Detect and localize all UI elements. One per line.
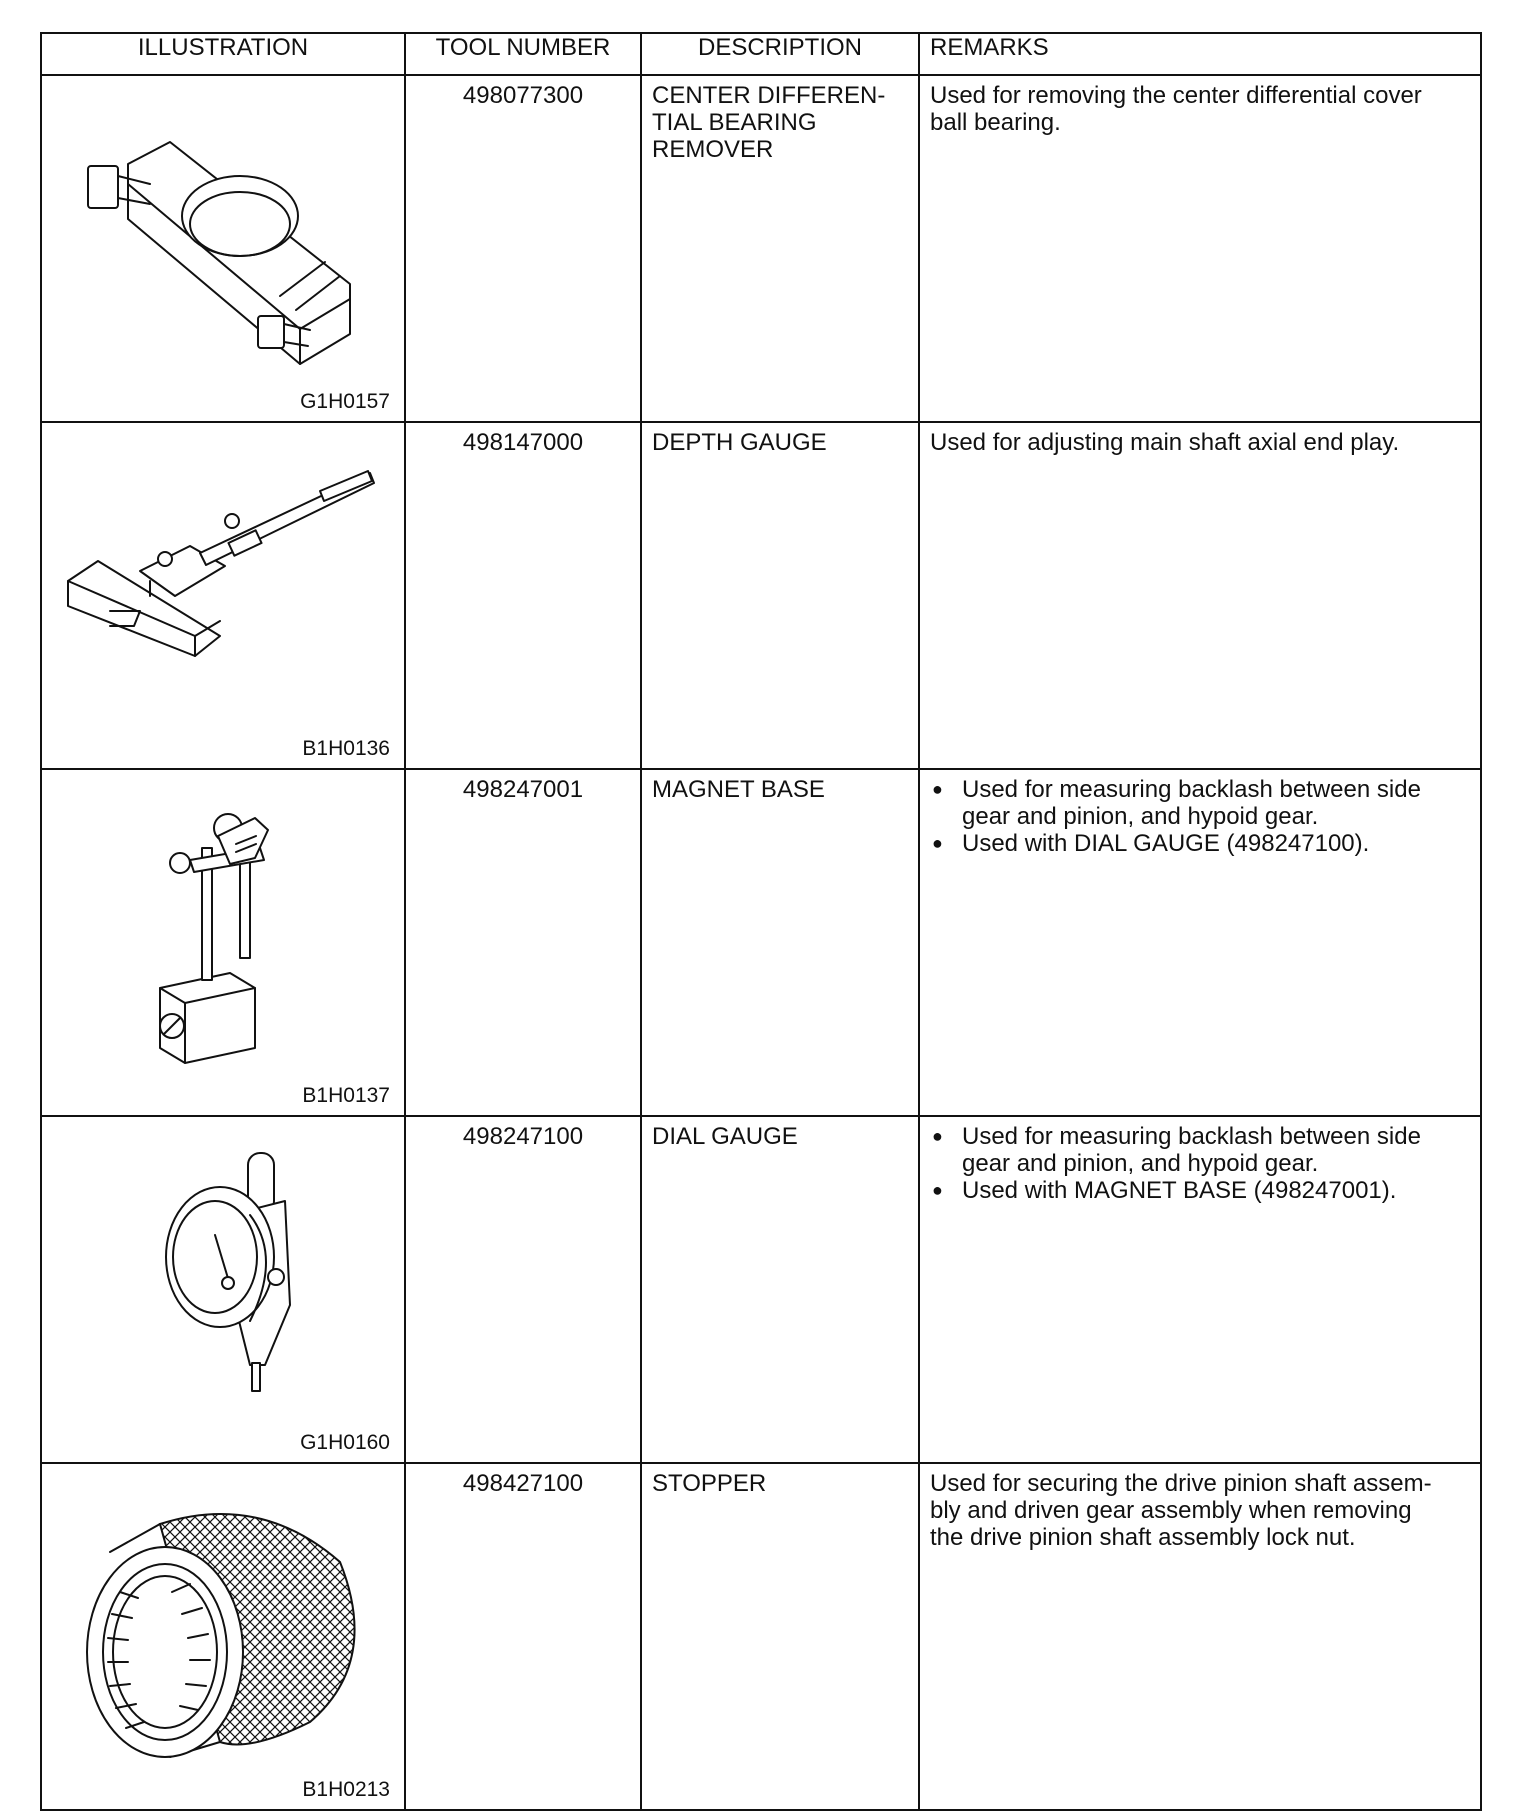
tool-number-cell: 498147000 [405, 422, 641, 769]
dial-gauge-illustration [50, 1125, 390, 1415]
illustration-cell [41, 75, 405, 422]
remarks-bullet: ● Used for measuring backlash between side gear and pinion, and hypoid gear. [930, 776, 1470, 830]
remarks-cell [919, 769, 1481, 1116]
table-row [41, 1463, 1481, 1810]
remarks-cell [919, 1116, 1481, 1463]
table-row [41, 769, 1481, 1116]
table-row [41, 75, 1481, 422]
tool-number-cell: 498427100 [405, 1463, 641, 1810]
description-cell: STOPPER [641, 1463, 919, 1810]
description-cell: DEPTH GAUGE [641, 422, 919, 769]
description-cell: DIAL GAUGE [641, 1116, 919, 1463]
table-header-row [41, 33, 1481, 75]
header-description: DESCRIPTION [641, 33, 919, 75]
header-remarks: REMARKS [919, 33, 1481, 75]
table-row [41, 422, 1481, 769]
header-illustration: ILLUSTRATION [41, 33, 405, 75]
tool-number-cell: 498247100 [405, 1116, 641, 1463]
illustration-cell [41, 422, 405, 769]
illustration-cell [41, 769, 405, 1116]
remarks-cell: Used for adjusting main shaft axial end play. [919, 422, 1481, 769]
figure-code: G1H0160 [300, 1431, 390, 1454]
tool-number-cell: 498077300 [405, 75, 641, 422]
description-cell: CENTER DIFFEREN- TIAL BEARING REMOVER [641, 75, 919, 422]
illustration-cell [41, 1116, 405, 1463]
remarks-bullet: ● Used for measuring backlash between side gear and pinion, and hypoid gear. [930, 1123, 1470, 1177]
remarks-cell: Used for removing the center differential cover ball bearing. [919, 75, 1481, 422]
remarks-bullet-list [930, 776, 1470, 857]
illustration-cell [41, 1463, 405, 1810]
figure-code: B1H0213 [302, 1778, 390, 1801]
remarks-bullet: ● Used with MAGNET BASE (498247001). [930, 1177, 1470, 1204]
description-cell: MAGNET BASE [641, 769, 919, 1116]
remarks-cell: Used for securing the drive pinion shaft assem- bly and driven gear assembly when removing the drive pinion shaft assembly lock nut. [919, 1463, 1481, 1810]
depth-gauge-illustration [50, 431, 390, 721]
special-tools-table [40, 32, 1482, 1811]
tool-number-cell: 498247001 [405, 769, 641, 1116]
figure-code: B1H0136 [302, 737, 390, 760]
table-row [41, 1116, 1481, 1463]
magnet-base-illustration [50, 778, 390, 1068]
bearing-remover-illustration [50, 84, 390, 374]
stopper-illustration [50, 1472, 390, 1762]
remarks-bullet-list [930, 1123, 1470, 1204]
remarks-bullet: ● Used with DIAL GAUGE (498247100). [930, 830, 1470, 857]
figure-code: G1H0157 [300, 390, 390, 413]
figure-code: B1H0137 [302, 1084, 390, 1107]
header-tool-number: TOOL NUMBER [405, 33, 641, 75]
